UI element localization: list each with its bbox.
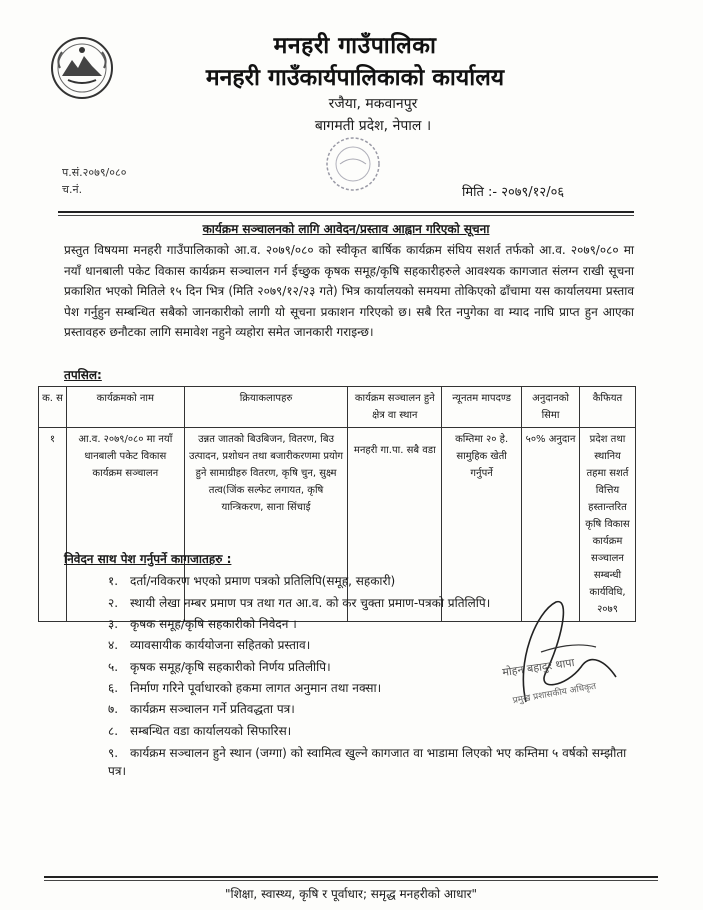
cell-activities: उन्नत जातको बिउबिजन, वितरण, बिउ उत्पादन, प्रशोधन तथा बजारीकरणमा प्रयोग हुने सामाग्रीहरु वितरण, कृषि चुन, सुक्ष्म तत्व(जिंक सल्फेट लगायत, कृषि यान्त्रिकरण, साना सिंचाई bbox=[184, 428, 348, 622]
reference-number: प.सं.२०७९/०८० bbox=[62, 166, 127, 179]
office-stamp-icon bbox=[316, 134, 390, 194]
documents-title: निवेदन साथ पेश गर्नुपर्ने कागजातहरु : bbox=[64, 552, 232, 566]
list-item-text: कार्यक्रम सञ्चालन हुने स्थान (जग्गा) को स्वामित्व खुल्ने कागजात वा भाडामा लिएको भए कम्तिमा ५ वर्षको सम्झौता पत्र। bbox=[108, 746, 627, 778]
header-sn: क. स bbox=[39, 387, 67, 428]
header-activities: क्रियाकलापहरु bbox=[184, 387, 348, 428]
signatory-designation: प्रमुख प्रशासकीय अधिकृत bbox=[512, 681, 597, 707]
cell-program-name: आ.व. २०७९/०८० मा नयाँ धानबाली पकेट विकास कार्यक्रम सञ्चालन bbox=[66, 428, 184, 622]
table-header-row bbox=[39, 387, 636, 428]
list-item-text: स्थायी लेखा नम्बर प्रमाण पत्र तथा गत आ.व. को कर चुक्ता प्रमाण-पत्रको प्रतिलिपि। bbox=[130, 596, 491, 610]
cell-grant: ५०% अनुदान bbox=[522, 428, 580, 622]
list-item-number: ७. bbox=[108, 702, 119, 716]
address-line-1: रजैया, मकवानपुर bbox=[328, 96, 418, 112]
municipality-title: मनहरी गाउँपालिका bbox=[273, 33, 437, 59]
footer-divider-thin bbox=[44, 880, 658, 881]
list-item-text: व्यावसायीक कार्ययोजना सहितको प्रस्ताव। bbox=[130, 638, 311, 652]
cell-remarks: प्रदेश तथा स्थानिय तहमा सशर्त वित्तिय हस्तान्तरित कृषि विकास कार्यक्रम सञ्चालन सम्बन्धी कार्यविधि, २०७९ bbox=[580, 428, 636, 622]
list-item-number: ५. bbox=[108, 660, 119, 674]
list-item bbox=[108, 572, 588, 590]
notice-title: कार्यक्रम सञ्चालनको लागि आवेदन/प्रस्ताव आह्वान गरिएको सूचना bbox=[202, 222, 490, 236]
list-item-text: सम्बन्धित वडा कार्यालयको सिफारिस। bbox=[130, 724, 292, 738]
list-item-number: ४. bbox=[108, 638, 119, 652]
list-item-text: कृषक समूह/कृषि सहकारीको निवेदन । bbox=[130, 617, 297, 631]
cell-location: मनहरी गा.पा. सबै वडा bbox=[348, 428, 442, 622]
list-item-number: ८. bbox=[108, 724, 119, 738]
header-remarks: कैफियत bbox=[580, 387, 636, 428]
list-item-text: निर्माण गरिने पूर्वाधारको हकमा लागत अनुमान तथा नक्सा। bbox=[130, 681, 382, 695]
list-item-number: २. bbox=[108, 596, 119, 610]
dispatch-number: च.नं. bbox=[62, 183, 83, 196]
list-item bbox=[108, 744, 628, 780]
list-item bbox=[108, 722, 588, 740]
header-criteria: न्यूनतम मापदण्ड bbox=[442, 387, 522, 428]
list-item-number: ६. bbox=[108, 681, 119, 695]
header-divider-thin bbox=[58, 215, 634, 216]
footer-slogan: "शिक्षा, स्वास्थ्य, कृषि र पूर्वाधार; समृद्ध मनहरीको आधार" bbox=[224, 887, 478, 901]
cell-criteria: कम्तिमा २० हे. सामुहिक खेती गर्नुपर्ने bbox=[442, 428, 522, 622]
office-title: मनहरी गाउँकार्यपालिकाको कार्यालय bbox=[205, 65, 505, 91]
list-item-number: ९. bbox=[108, 746, 119, 760]
nepal-emblem-icon bbox=[50, 36, 114, 100]
signatory-name: मोहन बहादुर थापा bbox=[501, 656, 576, 679]
header-location: कार्यक्रम सञ्चालन हुने क्षेत्र वा स्थान bbox=[348, 387, 442, 428]
notice-body: प्रस्तुत विषयमा मनहरी गाउँपालिकाको आ.व. २०७९/०८० को स्वीकृत बार्षिक कार्यक्रम संघिय सशर्त तर्फको आ.व. २०७९/०८० मा नयाँ धानबाली पकेट विकास कार्यक्रम सञ्चालन गर्न ईच्छुक कृषक समूह/कृषि सहकारीहरुले आवश्यक कागजात संलग्न राखी सूचना प्रकाशित भएको मितिले १५ दिन भित्र (मिति २०७९/१२/२३ गते) भित्र कार्यालयको समयमा तोकिएको ढाँचामा यस कार्यालयमा प्रस्ताव पेश गर्नुहुन सम्बन्धित सबैको जानकारीको लागी यो सूचना प्रकाशन गरिएको छ। सबै रित नपुगेका वा म्याद नाघि प्राप्त हुन आएका प्रस्तावहरु छनौटका लागि समावेश नहुने व्यहोरा समेत जानकारी गराइन्छ। bbox=[64, 243, 634, 339]
header-grant-limit: अनुदानको सिमा bbox=[522, 387, 580, 428]
list-item-text: दर्ता/नविकरण भएको प्रमाण पत्रको प्रतिलिपि(समूह, सहकारी) bbox=[130, 574, 396, 588]
header-program-name: कार्यक्रमको नाम bbox=[66, 387, 184, 428]
notice-date: मिति :- २०७९/१२/०६ bbox=[462, 185, 565, 200]
list-item-number: ३. bbox=[108, 617, 119, 631]
details-label: तपसिल: bbox=[64, 368, 102, 382]
cell-sn: १ bbox=[39, 428, 67, 622]
list-item-text: कृषक समूह/कृषि सहकारीको निर्णय प्रतिलीपि। bbox=[130, 660, 331, 674]
header-divider bbox=[58, 211, 634, 213]
list-item-text: कार्यक्रम सञ्चालन गर्ने प्रतिवद्धता पत्र। bbox=[130, 702, 295, 716]
address-line-2: बागमती प्रदेश, नेपाल । bbox=[314, 118, 432, 134]
list-item-number: १. bbox=[108, 574, 119, 588]
footer-divider bbox=[44, 876, 658, 878]
